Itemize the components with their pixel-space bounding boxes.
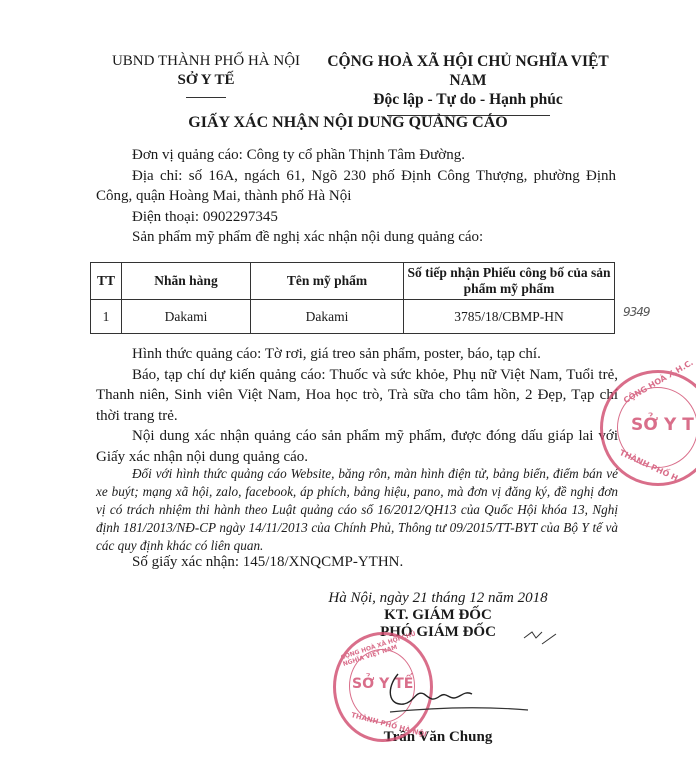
seal-center-text: SỞ Y TẾ: [352, 676, 414, 692]
issuer-dept: SỞ Y TẾ: [177, 72, 235, 88]
col-header-registration-number: Số tiếp nhận Phiếu công bố của sản phẩm mỹ phẩm: [404, 263, 615, 300]
issue-date: Hà Nội, ngày 21 tháng 12 năm 2018: [328, 590, 548, 606]
ad-details: [96, 344, 618, 467]
initials-mark: [520, 622, 560, 652]
table-row: [91, 300, 615, 334]
seal-bottom-text: THÀNH PHỐ H: [618, 448, 680, 483]
signer-role-2: PHÓ GIÁM ĐỐC: [380, 624, 496, 640]
cell-registration-number: 3785/18/CBMP-HN: [404, 300, 615, 334]
content-note-line: Nội dung xác nhận quảng cáo sản phẩm mỹ phẩm, được đóng dấu giáp lai với Giấy xác nhận nội dung quảng cáo.: [96, 428, 618, 465]
seal-bottom-text: THÀNH PHỐ HÀ NỘI: [350, 711, 428, 739]
cell-tt: 1: [91, 300, 122, 334]
issuer-block: [96, 52, 316, 98]
col-header-brand: Nhãn hàng: [122, 263, 251, 300]
seal-top-text: CỘNG HOÀ X.H.C.: [622, 357, 695, 406]
divider: [186, 97, 226, 98]
nation-name: CỘNG HOÀ XÃ HỘI CHỦ NGHĨA VIỆT NAM: [327, 53, 609, 89]
national-heading: [318, 52, 618, 116]
signer-name: Trần Văn Chung: [383, 729, 493, 745]
cell-product-name: Dakami: [251, 300, 404, 334]
seal-center-text: SỞ Y T: [631, 415, 694, 435]
phone-line: Điện thoại: 0902297345: [132, 208, 278, 225]
col-header-tt: TT: [91, 263, 122, 300]
col-header-product-name: Tên mỹ phẩm: [251, 263, 404, 300]
signer-role-1: KT. GIÁM ĐỐC: [384, 607, 492, 623]
legal-note: Đối với hình thức quảng cáo Website, băng rôn, màn hình điện tử, bảng biển, điểm bán vé xe buýt; mạng xã hội, zalo, facebook, áp phích, bảng hiệu, pano, mà đơn vị đăng ký, đề nghị đơn vị có trách nhiệm thi hành theo Luật quảng cáo số 16/2012/QH13 của Quốc Hội khóa 13, Nghị định 181/2013/NĐ-CP ngày 14/11/2013 của Chính Phủ, Thông tư 09/2015/TT-BYT của Bộ Y tế và các quy định khác có liên quan.: [96, 466, 618, 553]
address-line: Địa chỉ: số 16A, ngách 61, Ngõ 230 phố Định Công Thượng, phường Định Công, quận Hoàng Mai, thành phố Hà Nội: [96, 167, 616, 204]
advertiser-info: [96, 145, 616, 248]
cell-brand: Dakami: [122, 300, 251, 334]
table-header-row: [91, 263, 615, 300]
products-intro: Sản phẩm mỹ phẩm đề nghị xác nhận nội dung quảng cáo:: [132, 229, 484, 245]
media-line: Báo, tạp chí dự kiến quảng cáo: Thuốc và sức khỏe, Phụ nữ Việt Nam, Tuổi trẻ, Thanh niên, Sinh viên Việt Nam, Hoa học trò, Trà sữa cho tâm hồn, 2 Đẹp, Tạp chí thời trang trẻ.: [96, 366, 618, 424]
ad-form-line: Hình thức quảng cáo: Tờ rơi, giá treo sản phẩm, poster, báo, tạp chí.: [132, 346, 541, 362]
certificate-number: Số giấy xác nhận: 145/18/XNQCMP-YTHN.: [132, 554, 404, 570]
handwritten-signature: [380, 668, 530, 718]
handwritten-number: 9349: [623, 305, 650, 319]
issuer-org: UBND THÀNH PHỐ HÀ NỘI: [111, 53, 301, 69]
document-title: GIẤY XÁC NHẬN NỘI DUNG QUẢNG CÁO: [188, 114, 508, 131]
seal-top-text: CỘNG HOÀ XÃ HỘI CHỦ NGHĨA VIỆT NAM: [339, 630, 417, 668]
product-table: [90, 262, 615, 334]
national-motto: Độc lập - Tự do - Hạnh phúc: [373, 91, 563, 108]
advertiser-line: Đơn vị quảng cáo: Công ty cổ phần Thịnh Tâm Đường.: [132, 147, 465, 163]
